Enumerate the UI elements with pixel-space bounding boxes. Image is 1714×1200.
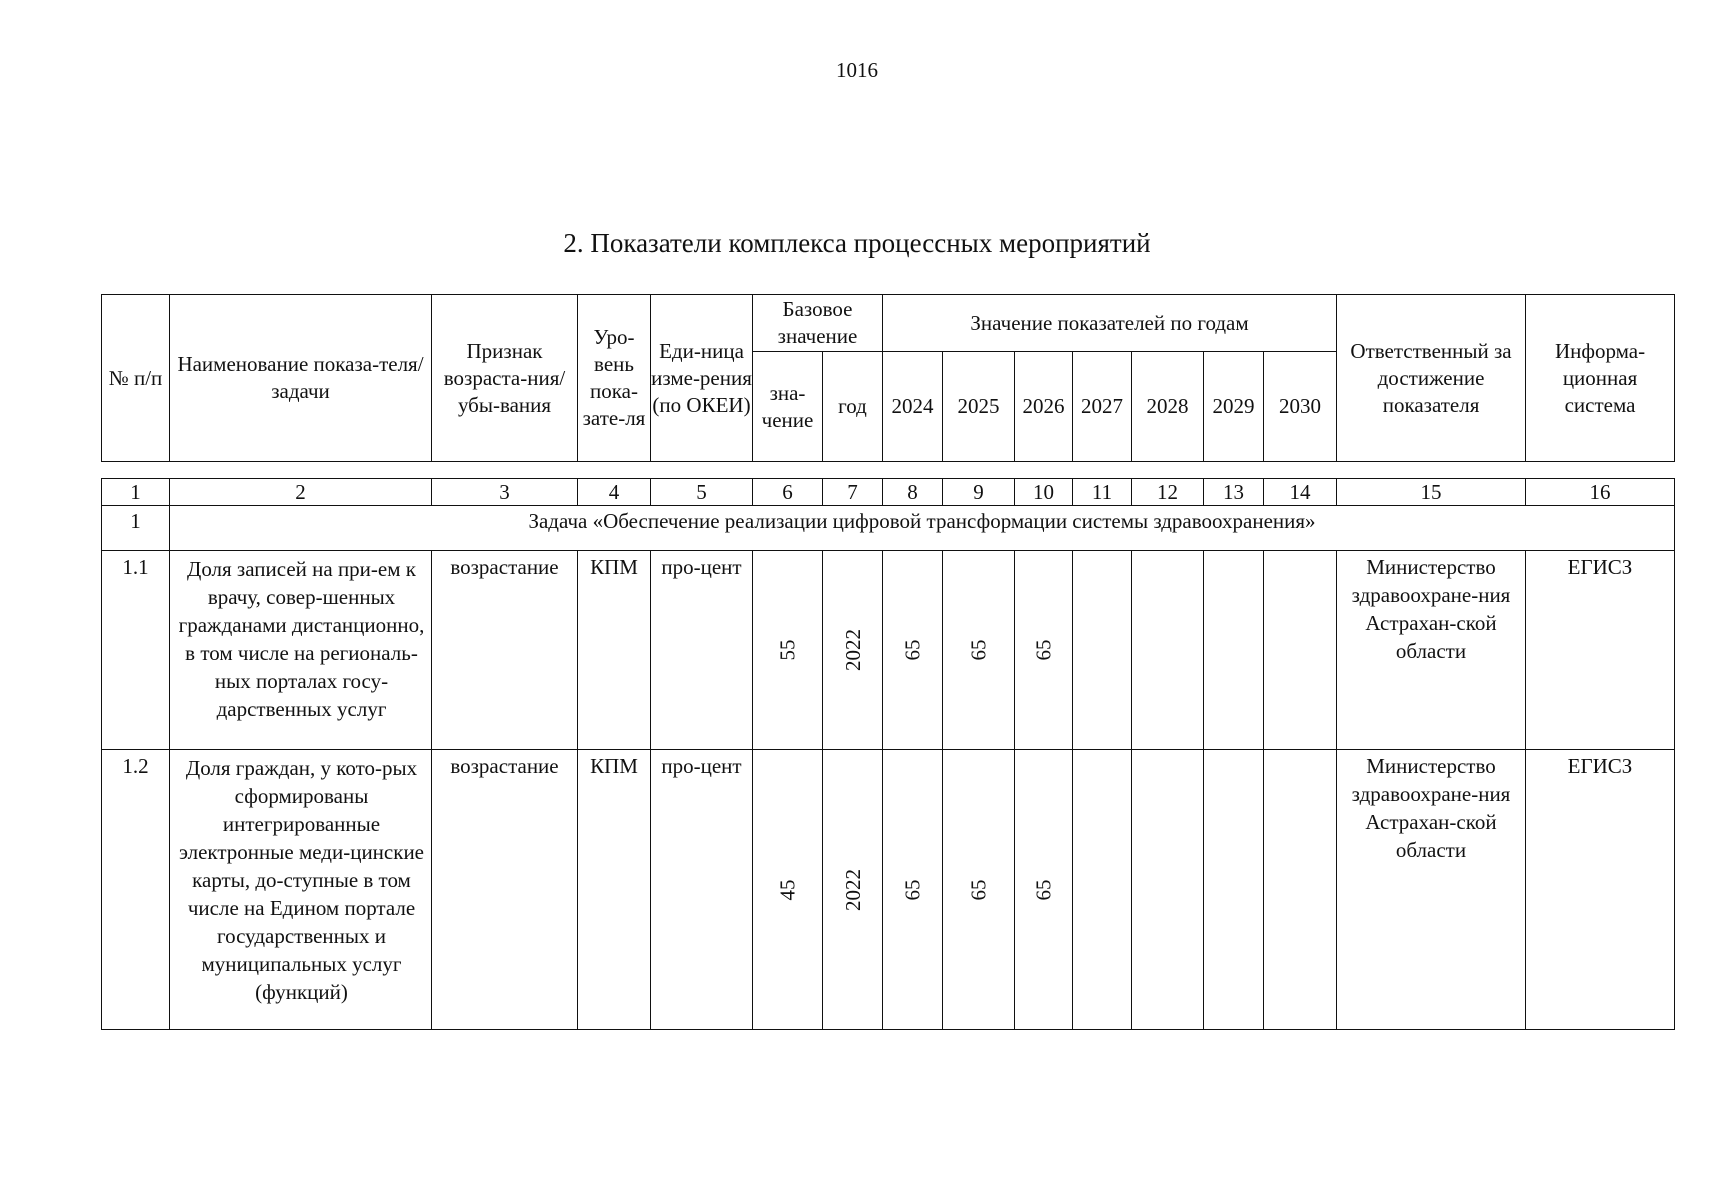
header-base-value: зна-чение	[753, 352, 823, 462]
row-level: КПМ	[578, 551, 651, 750]
column-number: 2	[170, 479, 432, 506]
header-name: Наименование показа-теля/задачи	[170, 295, 432, 462]
row-base-value: 55	[753, 551, 823, 750]
row-level: КПМ	[578, 750, 651, 1030]
header-info-system: Информа-ционная система	[1526, 295, 1675, 462]
header-year-2029: 2029	[1204, 352, 1264, 462]
column-number: 7	[823, 479, 883, 506]
row-num: 1.2	[102, 750, 170, 1030]
row-base-year: 2022	[823, 551, 883, 750]
row-unit: про-цент	[651, 551, 753, 750]
column-number: 11	[1073, 479, 1132, 506]
row-unit: про-цент	[651, 750, 753, 1030]
column-number: 12	[1132, 479, 1204, 506]
task-title: Задача «Обеспечение реализации цифровой трансформации системы здравоохранения»	[170, 506, 1675, 551]
column-number: 3	[432, 479, 578, 506]
row-value-2026: 65	[1015, 750, 1073, 1030]
column-number: 5	[651, 479, 753, 506]
row-base-year: 2022	[823, 750, 883, 1030]
header-level: Уро-вень пока-зате-ля	[578, 295, 651, 462]
column-number: 1	[102, 479, 170, 506]
indicators-table-body	[101, 478, 1675, 1030]
row-sign: возрастание	[432, 750, 578, 1030]
column-number: 13	[1204, 479, 1264, 506]
task-row	[102, 506, 1675, 551]
row-value-2025: 65	[943, 750, 1015, 1030]
header-base-year: год	[823, 352, 883, 462]
section-title: 2. Показатели комплекса процессных мероприятий	[563, 228, 1151, 258]
column-number-row	[102, 479, 1675, 506]
row-value-2030	[1264, 750, 1337, 1030]
header-year-2030: 2030	[1264, 352, 1337, 462]
column-number: 4	[578, 479, 651, 506]
row-base-value: 45	[753, 750, 823, 1030]
row-value-2028	[1132, 750, 1204, 1030]
header-year-2025: 2025	[943, 352, 1015, 462]
indicators-table-header	[101, 294, 1675, 462]
row-sign: возрастание	[432, 551, 578, 750]
column-number: 14	[1264, 479, 1337, 506]
row-name: Доля граждан, у кото-рых сформированы интегрированные электронные меди-цинские карты, до-ступные в том числе на Едином портале государственных и муниципальных услуг (функций)	[170, 750, 432, 1030]
row-value-2027	[1073, 551, 1132, 750]
row-num: 1.1	[102, 551, 170, 750]
column-number: 9	[943, 479, 1015, 506]
header-year-2028: 2028	[1132, 352, 1204, 462]
row-value-2028	[1132, 551, 1204, 750]
header-years-title: Значение показателей по годам	[883, 295, 1337, 352]
header-year-2024: 2024	[883, 352, 943, 462]
column-number: 10	[1015, 479, 1073, 506]
row-value-2025: 65	[943, 551, 1015, 750]
column-number: 8	[883, 479, 943, 506]
table-row	[102, 750, 1675, 1030]
table-row	[102, 551, 1675, 750]
column-number: 15	[1337, 479, 1526, 506]
row-value-2030	[1264, 551, 1337, 750]
column-number: 16	[1526, 479, 1675, 506]
column-number: 6	[753, 479, 823, 506]
row-value-2027	[1073, 750, 1132, 1030]
row-responsible: Министерство здравоохране-ния Астрахан-ской области	[1337, 551, 1526, 750]
row-name: Доля записей на при-ем к врачу, совер-шенных гражданами дистанционно, в том числе на региональ-ных порталах госу-дарственных услуг	[170, 551, 432, 750]
task-num: 1	[102, 506, 170, 551]
row-responsible: Министерство здравоохране-ния Астрахан-ской области	[1337, 750, 1526, 1030]
header-unit: Еди-ница изме-рения (по ОКЕИ)	[651, 295, 753, 462]
row-value-2024: 65	[883, 551, 943, 750]
row-value-2024: 65	[883, 750, 943, 1030]
header-year-2027: 2027	[1073, 352, 1132, 462]
row-value-2029	[1204, 750, 1264, 1030]
row-info-system: ЕГИСЗ	[1526, 551, 1675, 750]
header-num: № п/п	[102, 295, 170, 462]
row-value-2026: 65	[1015, 551, 1073, 750]
page-number: 1016	[836, 58, 878, 82]
header-sign: Признак возраста-ния/ убы-вания	[432, 295, 578, 462]
header-base: Базовое значение	[753, 295, 883, 352]
row-value-2029	[1204, 551, 1264, 750]
header-responsible: Ответственный за достижение показателя	[1337, 295, 1526, 462]
row-info-system: ЕГИСЗ	[1526, 750, 1675, 1030]
header-year-2026: 2026	[1015, 352, 1073, 462]
